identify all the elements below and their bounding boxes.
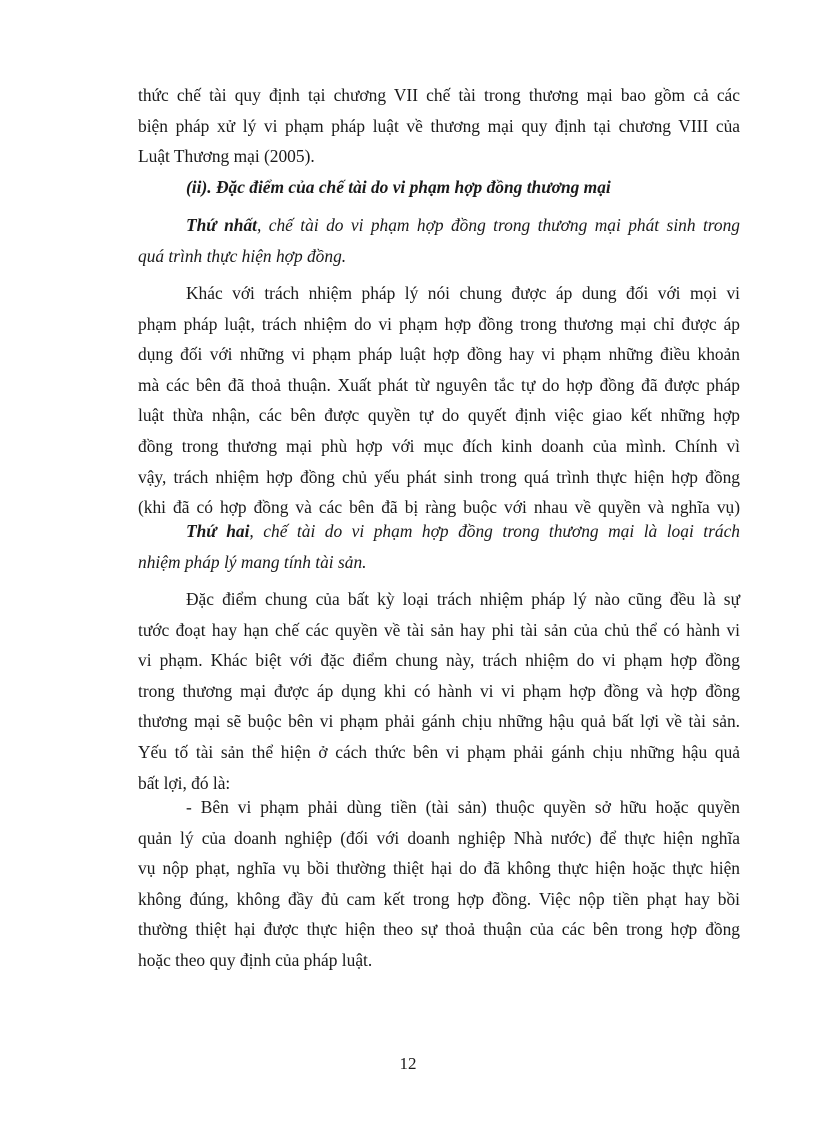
paragraph-penalty	[138, 792, 740, 976]
text-line: không đúng, không đầy đủ cam kết trong hợp đồng. Việc nộp tiền phạt hay bồi	[138, 888, 740, 909]
paragraph-continuation	[138, 80, 740, 172]
text-line: dụng đối với những vi phạm pháp luật hợp đồng hay vi phạm những điều khoản	[138, 344, 740, 365]
text-line: hoặc theo quy định của pháp luật.	[138, 949, 373, 970]
text-line: (khi đã có hợp đồng và các bên đã bị ràng buộc với nhau về quyền và nghĩa vụ)	[138, 497, 740, 518]
text-line: tước đoạt hay hạn chế các quyền về tài sản hay phi tài sản của chủ thể có hành vi	[138, 619, 740, 640]
point-text: , chế tài do vi phạm hợp đồng trong thương mại phát sinh trong	[257, 215, 740, 235]
text-line: đồng trong thương mại phù hợp với mục đích kinh doanh của mình. Chính vì	[138, 435, 740, 456]
page-number: 12	[399, 1054, 417, 1073]
text-line: nhiệm pháp lý mang tính tài sản.	[138, 551, 367, 572]
text-line: Luật Thương mại (2005).	[138, 146, 315, 167]
text-line: trong thương mại được áp dụng khi có hành vi vi phạm hợp đồng và hợp đồng	[138, 680, 740, 701]
paragraph-responsibility	[138, 278, 740, 523]
text-line: mà các bên đã thoả thuận. Xuất phát từ nguyên tắc tự do hợp đồng đã được pháp	[138, 374, 740, 395]
text-line: quá trình thực hiện hợp đồng.	[138, 245, 347, 266]
text-line: thương mại sẽ buộc bên vi phạm phải gánh chịu những hậu quả bất lợi về tài sản.	[138, 711, 740, 732]
point-text: , chế tài do vi phạm hợp đồng trong thương mại là loại trách	[249, 521, 740, 541]
text-line	[138, 516, 740, 547]
text-line: Yếu tố tài sản thể hiện ở cách thức bên vi phạm phải gánh chịu những hậu quả	[138, 741, 740, 762]
text-line: vậy, trách nhiệm hợp đồng chủ yếu phát sinh trong quá trình thực hiện hợp đồng	[138, 466, 740, 487]
text-line	[138, 210, 740, 241]
point-first	[138, 210, 740, 271]
text-line: thức chế tài quy định tại chương VII chế tài trong thương mại bao gồm cả các	[138, 85, 740, 105]
section-heading	[138, 172, 740, 203]
text-line: biện pháp xử lý vi phạm pháp luật về thương mại quy định tại chương VIII của	[138, 115, 740, 136]
text-line: vụ nộp phạt, nghĩa vụ bồi thường thiệt hại do đã không thực hiện hoặc thực hiện	[138, 858, 740, 879]
point-second	[138, 516, 740, 577]
text-line: Khác với trách nhiệm pháp lý nói chung được áp dung đối với mọi vi	[186, 283, 740, 303]
text-line: Đặc điểm chung của bất kỳ loại trách nhiệm pháp lý nào cũng đều là sự	[186, 589, 740, 609]
text-line: luật thừa nhận, các bên được quyền tự do quyết định việc giao kết những hợp	[138, 405, 740, 426]
point-label: Thứ hai	[186, 521, 250, 541]
text-line: phạm pháp luật, trách nhiệm do vi phạm hợp đồng trong thương mại chỉ được áp	[138, 313, 740, 334]
text-line: thường thiệt hại được thực hiện theo sự thoả thuận của các bên trong hợp đồng	[138, 919, 740, 940]
point-label: Thứ nhất	[186, 215, 257, 235]
text-line: quản lý của doanh nghiệp (đối với doanh nghiệp Nhà nước) để thực hiện nghĩa	[138, 827, 740, 848]
paragraph-asset-nature	[138, 584, 740, 798]
text-line: - Bên vi phạm phải dùng tiền (tài sản) thuộc quyền sở hữu hoặc quyền	[186, 797, 740, 817]
heading-text: (ii). Đặc điểm của chế tài do vi phạm hợp đồng thương mại	[186, 177, 611, 197]
text-line: bất lợi, đó là:	[138, 772, 231, 793]
text-line: vi phạm. Khác biệt với đặc điểm chung này, trách nhiệm do vi phạm hợp đồng	[138, 650, 740, 671]
